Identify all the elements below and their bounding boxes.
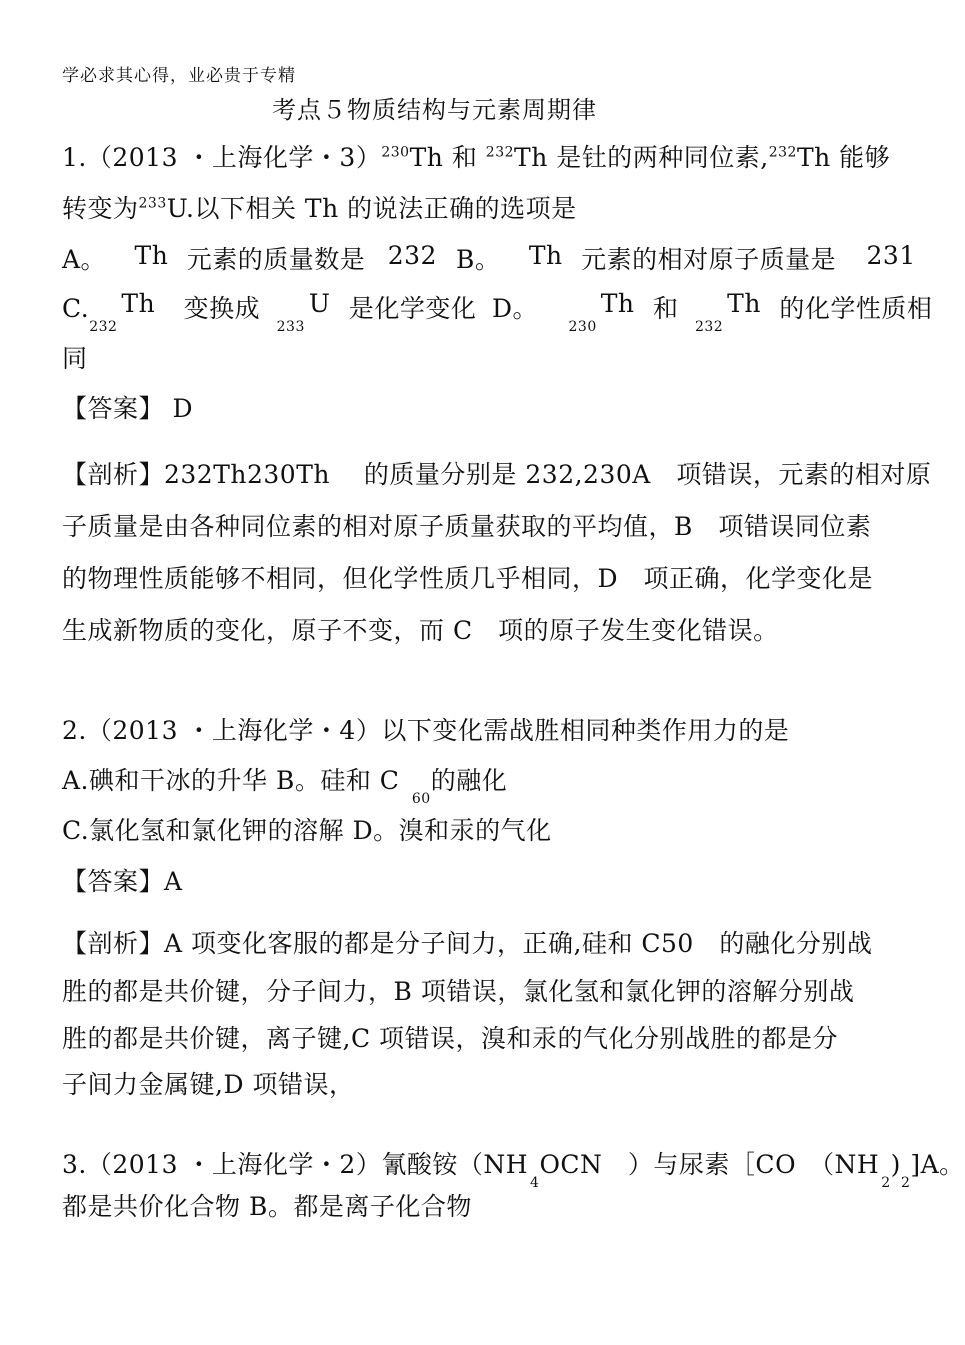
q2-sub-60: 60	[411, 791, 431, 807]
q1-option-d	[492, 289, 933, 335]
q1-sup-232b: 232	[768, 144, 797, 161]
q1-option-c-sub-233: 233	[276, 319, 305, 335]
q1-option-d-text: 的化学性质相	[779, 294, 933, 323]
q1-answer: 【答案】 D	[62, 394, 193, 423]
q1-option-d-label: D。	[492, 294, 539, 323]
q1-stem-line2	[62, 194, 577, 224]
q1-option-b-label: B。	[456, 245, 501, 274]
q2-options-ab	[62, 766, 508, 807]
q2-options-cd: C.氯化氢和氯化钾的溶解 D。溴和汞的气化	[62, 816, 552, 845]
page-title: 考点５物质结构与元素周期律	[272, 96, 597, 124]
q3-options: 都是共价化合物 B。都是离子化合物	[62, 1192, 472, 1221]
q1-option-c	[62, 289, 477, 335]
q1-line2-text: U.以下相关 Th 的说法正确的选项是	[166, 194, 577, 223]
q1-sup-230: 230	[381, 144, 410, 161]
q3-sub-2b: 2	[900, 1175, 911, 1191]
q3-stem-mid: OCN ）与尿素［CO （NH	[539, 1150, 880, 1179]
q1-stem-end: 能够	[839, 143, 891, 172]
q1-option-c-label: C.	[62, 294, 90, 323]
q1-analysis-line: 生成新物质的变化，原子不变，而 C 项的原子发生变化错误。	[62, 616, 779, 645]
q3-stem	[62, 1150, 965, 1191]
q1-option-d-sub-230: 230	[568, 319, 597, 335]
q3-stem-end: ]A。	[910, 1150, 965, 1179]
q2-options-ab-text: A.碘和干冰的升华 B。硅和 C	[62, 766, 400, 795]
q3-sub-4: 4	[530, 1175, 540, 1191]
q2-answer: 【答案】A	[62, 867, 183, 896]
q1-option-d-th1: Th	[600, 289, 635, 318]
q1-stem-prefix: 1.（2013 ・上海化学・3）	[62, 143, 382, 172]
q1-stem-mid: 是钍的两种同位素,	[556, 143, 769, 172]
q1-line2-prefix: 转变为	[62, 194, 139, 223]
q1-option-c-text1: 变换成	[183, 294, 261, 323]
q1-option-c-text2: 是化学变化	[348, 294, 477, 323]
q1-option-a-th: Th	[134, 241, 169, 270]
page-header: 学必求其心得，业必贵于专精	[62, 66, 296, 86]
q1-analysis-line: 的物理性质能够不相同，但化学性质几乎相同，D 项正确，化学变化是	[62, 564, 874, 593]
q1-option-d-tail: 同	[62, 344, 88, 373]
q2-analysis-line: 胜的都是共价键，离子键,C 项错误，溴和汞的气化分别战胜的都是分	[62, 1024, 839, 1053]
q1-stem-line1	[62, 143, 890, 173]
q1-th: Th	[409, 143, 444, 172]
q2-analysis-line: 子间力金属键,D 项错误，	[62, 1070, 355, 1099]
q2-options-ab-tail: 的融化	[430, 766, 508, 795]
q3-sub-2a: 2	[881, 1175, 891, 1191]
q3-paren: )	[890, 1150, 901, 1179]
q1-sup-232: 232	[485, 144, 515, 161]
q1-th-3: Th	[796, 143, 831, 172]
q1-option-a-text: 元素的质量数是	[186, 245, 366, 274]
q2-analysis-line: 【剖析】A 项变化客服的都是分子间力，正确,硅和 C50 的融化分别战	[62, 929, 873, 958]
q1-option-b-value: 231	[866, 241, 916, 270]
q1-sup-233: 233	[138, 195, 167, 212]
q1-th-2: Th	[514, 143, 548, 172]
q1-analysis-line: 子质量是由各种同位素的相对原子质量获取的平均值，B 项错误同位素	[62, 512, 872, 541]
q1-option-b	[456, 241, 916, 275]
q2-stem: 2.（2013 ・上海化学・4）以下变化需战胜相同种类作用力的是	[62, 716, 790, 745]
q2-analysis-line: 胜的都是共价键，分子间力，B 项错误，氯化氢和氯化钾的溶解分别战	[62, 977, 855, 1006]
q1-option-a	[62, 241, 437, 275]
q1-analysis-line: 【剖析】232Th230Th 的质量分别是 232,230A 项错误，元素的相对原	[62, 460, 932, 489]
q1-option-b-th: Th	[528, 241, 563, 270]
q1-option-a-label: A。	[62, 245, 107, 274]
q1-and: 和	[451, 143, 478, 172]
q1-option-c-u: U	[308, 289, 331, 318]
q1-option-a-value: 232	[387, 241, 437, 270]
q1-option-d-th2: Th	[727, 289, 761, 318]
q3-stem-prefix: 3.（2013 ・上海化学・2）氰酸铵（NH	[62, 1150, 529, 1179]
q1-option-c-sub-232: 232	[89, 319, 118, 335]
q1-option-c-th: Th	[121, 289, 156, 318]
q1-option-d-and: 和	[652, 294, 679, 323]
q1-option-d-sub-232: 232	[694, 319, 724, 335]
q1-option-b-text: 元素的相对原子质量是	[581, 245, 837, 274]
